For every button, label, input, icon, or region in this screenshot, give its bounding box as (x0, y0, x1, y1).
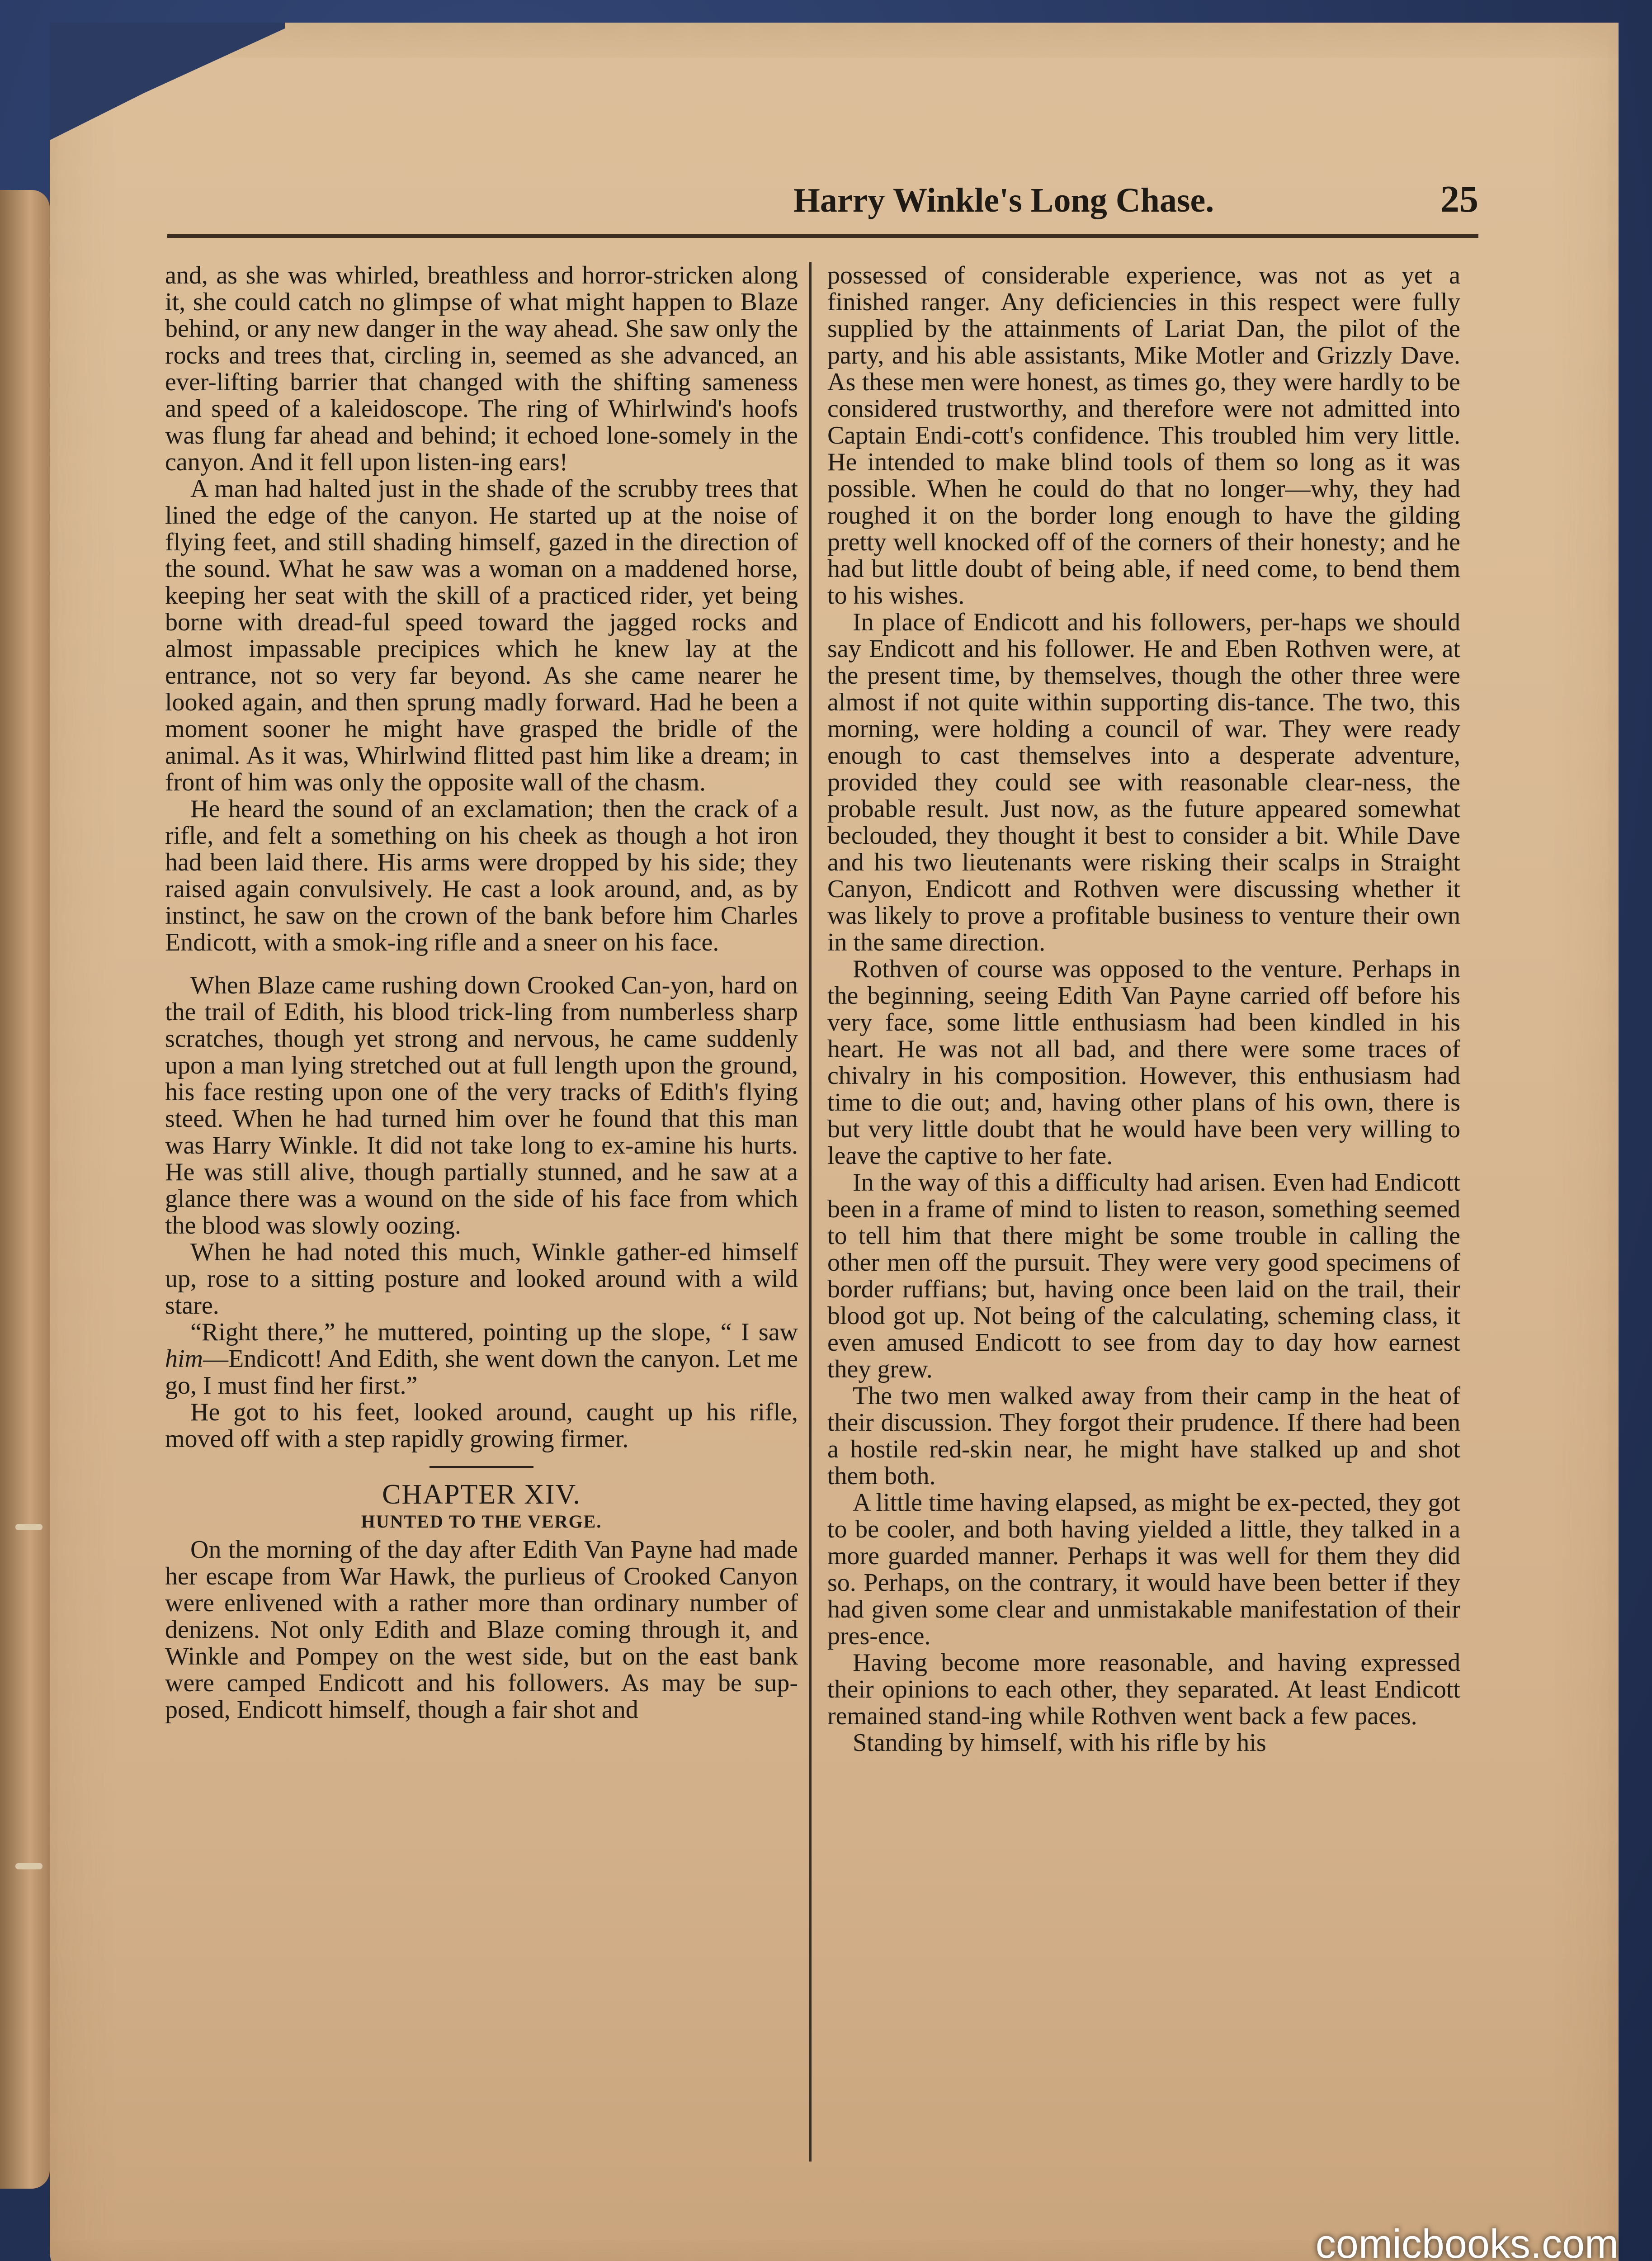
paragraph: He heard the sound of an exclamation; then the crack of a rifle, and felt a something on his cheek as though a hot iron had been laid there. His arms were dropped by his side; they raised again convulsively. He cast a look around, and, as by instinct, he saw on the crown of the bank before him Charles Endicott, with a smok-ing rifle and a sneer on his face. (165, 795, 798, 956)
paragraph: A little time having elapsed, as might be ex-pected, they got to be cooler, and both having yielded a little, they talked in a more guarded manner. Perhaps it was well for them they did so. Perhaps, on the contrary, it would have been better if they had given some clear and unmistakable manifestation of their pres-ence. (827, 1489, 1460, 1650)
emphasis: him (165, 1345, 203, 1373)
quote-end: —Endicott! And Edith, she went down the canyon. Let me go, I must find her first.” (165, 1345, 798, 1400)
header-rule (167, 234, 1478, 238)
paragraph: In the way of this a difficulty had arisen. Even had Endicott been in a frame of mind to listen to reason, something seemed to tell him that there might be some trouble in calling the other men off the pursuit. They were very good specimens of border ruffians; but, having once been laid on the trail, their blood got up. Not being of the calculating, scheming class, it even amused Endicott to see from day to day how earnest they grew. (827, 1168, 1460, 1383)
paragraph: He got to his feet, looked around, caught up his rifle, moved off with a step rapidly growing firmer. (165, 1398, 798, 1453)
paragraph: In place of Endicott and his followers, per-haps we should say Endicott and his follower. He and Eben Rothven were, at the present time, by themselves, though the other three were almost if not quite within supporting dis-tance. The two, this morning, were holding a council of war. They were ready enough to cast themselves into a desperate adventure, provided they could see with reasonable clear-ness, the probable result. Just now, as the future appeared somewhat beclouded, they thought it best to consider a bit. While Dave and his two lieutenants were risking their scalps in Straight Canyon, Endicott and Rothven were discussing whether it was likely to prove a profitable business to venture their own in the same direction. (827, 608, 1460, 956)
watermark: comicbooks.com (1315, 2222, 1619, 2261)
binding-thread (15, 1863, 42, 1869)
paragraph: Having become more reasonable, and having expressed their opinions to each other, they separated. At least Endicott remained stand-ing while Rothven went back a few paces. (827, 1649, 1460, 1730)
chapter-title: CHAPTER XIV. (382, 1479, 581, 1510)
column-divider (809, 262, 812, 2162)
binding-thread (15, 1524, 42, 1530)
paragraph: When he had noted this much, Winkle gather-ed himself up, rose to a sitting posture and looked around with a wild stare. (165, 1238, 798, 1320)
chapter-subtitle: HUNTED TO THE VERGE. (361, 1511, 602, 1532)
paragraph: The two men walked away from their camp in the heat of their discussion. They forgot their prudence. If there had been a hostile red-skin near, he might have stalked up and shot them both. (827, 1382, 1460, 1490)
paragraph: and, as she was whirled, breathless and horror-stricken along it, she could catch no glimpse of what might happen to Blaze behind, or any new danger in the way ahead. She saw only the rocks and trees that, circling in, seemed as she advanced, an ever-lifting barrier that changed with the shifting sameness and speed of a kaleidoscope. The ring of Whirlwind's hoofs was flung far ahead and behind; it echoed lone-somely in the canyon. And it fell upon listen-ing ears! (165, 262, 798, 476)
page-number: 25 (1440, 178, 1478, 220)
paragraph: When Blaze came rushing down Crooked Can-yon, hard on the trail of Edith, his blood trick-ling from numberless sharp scratches, though yet strong and nervous, he came suddenly upon a man lying stretched out at full length upon the ground, his face resting upon one of the very tracks of Edith's flying steed. When he had turned him over he found that this man was Harry Winkle. It did not take long to ex-amine his hurts. He was still alive, though partially stunned, and he saw at a glance there was a wound on the side of his face from which the blood was slowly oozing. (165, 971, 798, 1239)
running-header: Harry Winkle's Long Chase. (793, 181, 1214, 219)
left-column (165, 262, 798, 2184)
paragraph: On the morning of the day after Edith Van Payne had made her escape from War Hawk, the purlieus of Crooked Canyon were enlivened with a rather more than ordinary number of denizens. Not only Edith and Blaze coming through it, and Winkle and Pompey on the west side, but on the east bank were camped Endicott and his followers. As may be sup-posed, Endicott himself, though a fair shot and (165, 1536, 798, 1724)
paragraph: A man had halted just in the shade of the scrubby trees that lined the edge of the canyon. He started up at the noise of flying feet, and still shading himself, gazed in the direction of the sound. What he saw was a woman on a maddened horse, keeping her seat with the skill of a practiced rider, yet being borne with dread-ful speed toward the jagged rocks and almost impassable precipices which he knew lay at the entrance, not so very far beyond. As she came nearer he looked again, and then sprung madly forward. Had he been a moment sooner he might have grasped the bridle of the animal. As it was, Whirlwind flitted past him like a dream; in front of him was only the opposite wall of the chasm. (165, 475, 798, 796)
paragraph: Standing by himself, with his rifle by his (853, 1729, 1266, 1757)
quote-start: “Right there,” he muttered, pointing up the slope, “ I saw (190, 1318, 798, 1346)
paragraph (165, 1319, 798, 1399)
paragraph: possessed of considerable experience, was not as yet a finished ranger. Any deficiencies in this respect were fully supplied by the attainments of Lariat Dan, the pilot of the party, and his able assistants, Mike Motler and Grizzly Dave. As these men were honest, as times go, they were hardly to be considered trustworthy, and therefore were not admitted into Captain Endi-cott's confidence. This troubled him very little. He intended to make blind tools of them so long as it was possible. When he could do that no longer—why, they had roughed it on the border long enough to have the gilding pretty well knocked off of the corners of their honesty; and he had but little doubt of being able, if need come, to bend them to his wishes. (827, 262, 1460, 610)
section-gap (165, 956, 798, 972)
right-column (827, 262, 1460, 2184)
paragraph: Rothven of course was opposed to the venture. Perhaps in the beginning, seeing Edith Van Payne carried off before his very face, some little enthusiasm had been kindled in his heart. He was not all bad, and there were some traces of chivalry in his composition. However, this enthusiasm had time to die out; and, having other plans of his own, there is but very little doubt that he would have been very willing to leave the captive to her fate. (827, 955, 1460, 1170)
section-rule (430, 1466, 533, 1468)
previous-page-edge (0, 190, 50, 2189)
